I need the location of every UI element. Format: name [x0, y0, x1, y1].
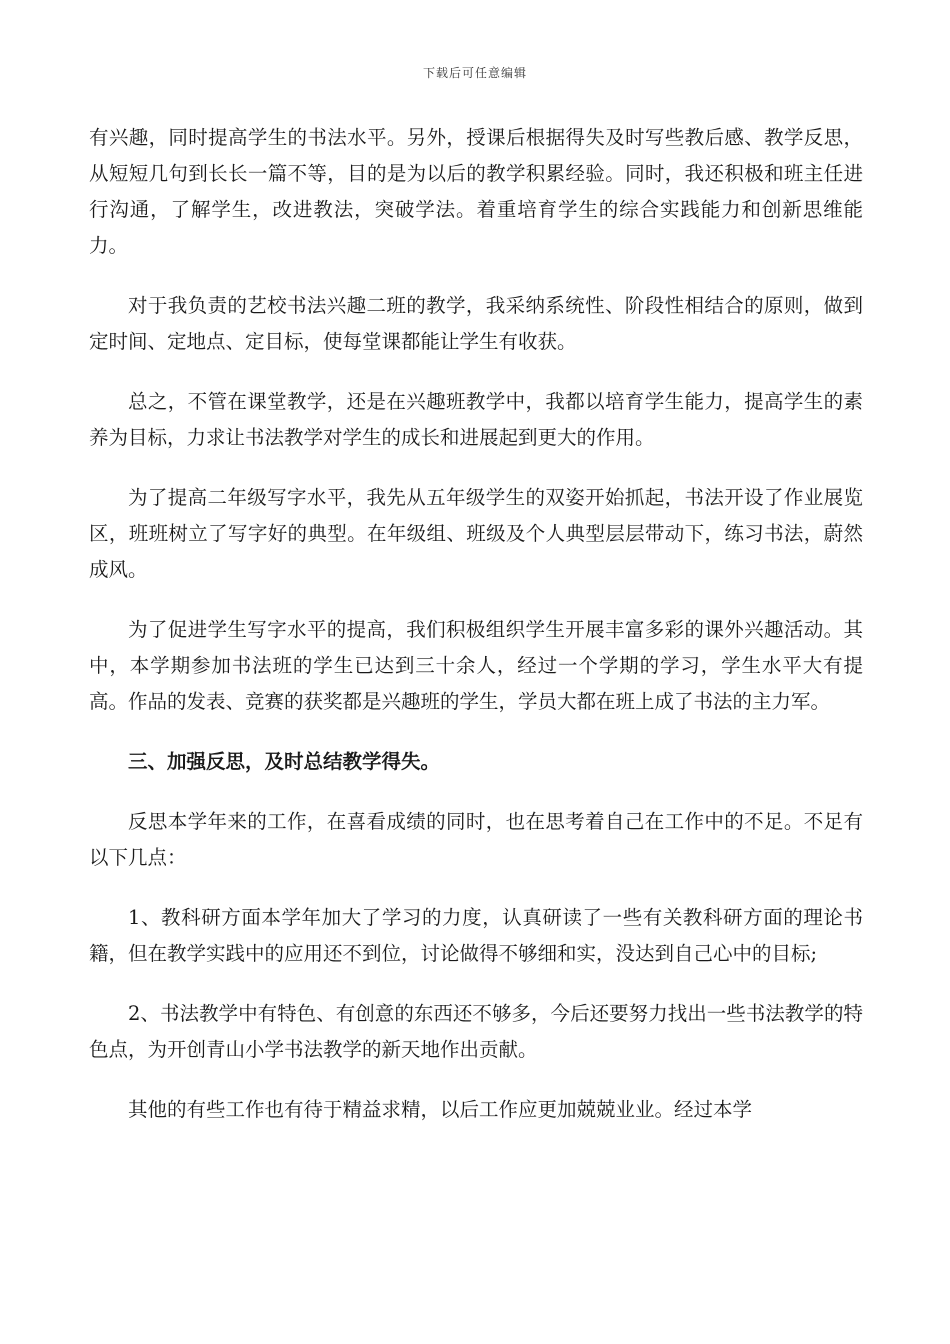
page-header: 下载后可任意编辑 — [422, 66, 527, 80]
paragraph-1: 有兴趣，同时提高学生的书法水平。另外，授课后根据得失及时写些教后感、教学反思，从短短几句到长长一篇不等，目的是为以后的教学积累经验。同时，我还积极和班主任进行沟通，了解学生，改进教法，突破学法。着重培育学生的综合实践能力和创新思维能力。 — [89, 126, 863, 257]
paragraph-4: 为了提高二年级写字水平，我先从五年级学生的双姿开始抓起，书法开设了作业展览区，班班树立了写字好的典型。在年级组、班级及个人典型层层带动下，练习书法，蔚然成风。 — [89, 486, 863, 581]
paragraph-5: 为了促进学生写字水平的提高，我们积极组织学生开展丰富多彩的课外兴趣活动。其中，本学期参加书法班的学生已达到三十余人，经过一个学期的学习，学生水平大有提高。作品的发表、竞赛的获奖都是兴趣班的学生，学员大都在班上成了书法的主力军。 — [89, 618, 863, 713]
paragraph-2: 对于我负责的艺校书法兴趣二班的教学，我采纳系统性、阶段性相结合的原则，做到定时间、定地点、定目标，使每堂课都能让学生有收获。 — [89, 294, 863, 353]
paragraph-3: 总之，不管在课堂教学，还是在兴趣班教学中，我都以培育学生能力，提高学生的素养为目标，力求让书法教学对学生的成长和进展起到更大的作用。 — [89, 390, 863, 449]
paragraph-6: 反思本学年来的工作，在喜看成绩的同时，也在思考着自己在工作中的不足。不足有以下几点： — [89, 810, 863, 869]
paragraph-9: 其他的有些工作也有待于精益求精，以后工作应更加兢兢业业。经过本学 — [128, 1098, 753, 1121]
document-body — [89, 120, 863, 1152]
section-heading: 三、加强反思，及时总结教学得失。 — [128, 750, 441, 773]
paragraph-7: 1、教科研方面本学年加大了学习的力度，认真研读了一些有关教科研方面的理论书籍，但在教学实践中的应用还不到位，讨论做得不够细和实，没达到自己心中的目标; — [89, 906, 863, 965]
paragraph-8: 2、书法教学中有特色、有创意的东西还不够多，今后还要努力找出一些书法教学的特色点，为开创青山小学书法教学的新天地作出贡献。 — [89, 1002, 863, 1061]
